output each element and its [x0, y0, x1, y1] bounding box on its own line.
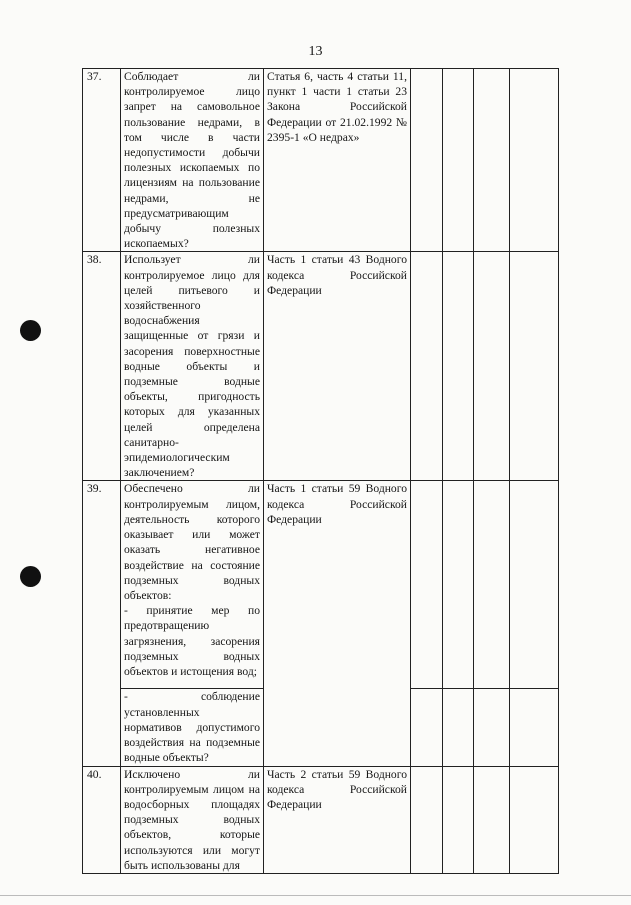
- note-cell[interactable]: [510, 69, 559, 252]
- legal-reference: Статья 6, часть 4 статьи 11, пункт 1 части 1 статьи 23 Закона Российской Федерации от 21.02.1992 № 2395-1 «О недрах»: [264, 69, 411, 252]
- table-row: [83, 481, 559, 689]
- answer-cell-no[interactable]: [443, 69, 474, 252]
- checklist-table: [82, 68, 559, 874]
- question-subitem: - принятие мер по предотвращению загрязнения, засорения подземных водных объектов и истощения вод;: [124, 604, 260, 678]
- table-row: [83, 766, 559, 873]
- answer-cell-no[interactable]: [443, 766, 474, 873]
- question-subitem: - соблюдение установленных нормативов допустимого воздействия на подземные водные объекты?: [121, 689, 264, 766]
- question-text: Исключено ли контролируемым лицом на водосборных площадях подземных водных объектов, которые используются или могут быть использованы для: [121, 766, 264, 873]
- answer-cell-not-applicable[interactable]: [474, 689, 510, 766]
- answer-cell-no[interactable]: [443, 252, 474, 481]
- row-number: 40.: [83, 766, 121, 873]
- table-row: [83, 69, 559, 252]
- note-cell[interactable]: [510, 766, 559, 873]
- page-edge-line: [0, 895, 631, 896]
- note-cell[interactable]: [510, 481, 559, 689]
- legal-reference: Часть 1 статьи 59 Водного кодекса Российской Федерации: [264, 481, 411, 766]
- legal-reference: Часть 1 статьи 43 Водного кодекса Российской Федерации: [264, 252, 411, 481]
- answer-cell-no[interactable]: [443, 481, 474, 689]
- answer-cell-yes[interactable]: [411, 252, 443, 481]
- table-row: [83, 252, 559, 481]
- question-text: Соблюдает ли контролируемое лицо запрет на самовольное пользование недрами, в том числе в части недопустимости добычи полезных ископаемых по лицензиям на пользование недрами, не предусматривающим добычу полезных ископаемых?: [121, 69, 264, 252]
- question-text: Использует ли контролируемое лицо для целей питьевого и хозяйственного водоснабжения защищенные от грязи и засорения поверхностные водные объекты и подземные водные объекты, пригодность которых для указанных целей определена санитарно-эпидемиологическим заключением?: [121, 252, 264, 481]
- row-number: 39.: [83, 481, 121, 766]
- page-number: 13: [308, 44, 323, 59]
- note-cell[interactable]: [510, 252, 559, 481]
- answer-cell-yes[interactable]: [411, 766, 443, 873]
- note-cell[interactable]: [510, 689, 559, 766]
- answer-cell-yes[interactable]: [411, 69, 443, 252]
- answer-cell-yes[interactable]: [411, 481, 443, 689]
- answer-cell-not-applicable[interactable]: [474, 481, 510, 689]
- question-text: [121, 481, 264, 689]
- answer-cell-no[interactable]: [443, 689, 474, 766]
- question-lead: Обеспечено ли контролируемым лицом, деятельность которого оказывает или может оказать негативное воздействие на состояние подземных водных объектов:: [124, 482, 260, 602]
- answer-cell-not-applicable[interactable]: [474, 766, 510, 873]
- answer-cell-yes[interactable]: [411, 689, 443, 766]
- binder-hole: [20, 320, 41, 341]
- answer-cell-not-applicable[interactable]: [474, 69, 510, 252]
- binder-hole: [20, 566, 41, 587]
- answer-cell-not-applicable[interactable]: [474, 252, 510, 481]
- row-number: 37.: [83, 69, 121, 252]
- legal-reference: Часть 2 статьи 59 Водного кодекса Российской Федерации: [264, 766, 411, 873]
- row-number: 38.: [83, 252, 121, 481]
